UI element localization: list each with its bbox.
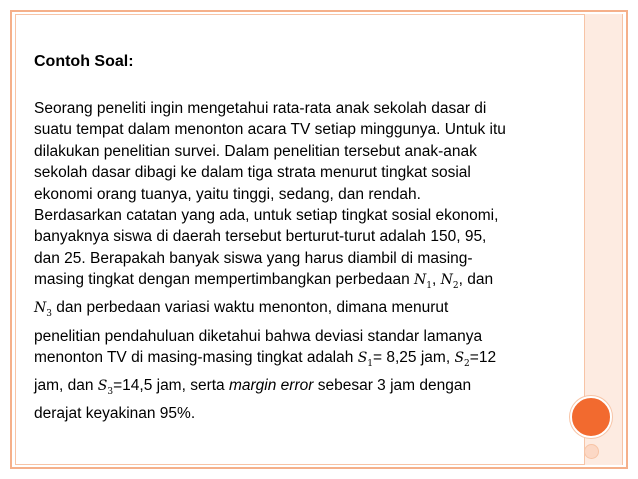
text-line: Berdasarkan catatan yang ada, untuk setiap tingkat sosial ekonomi,: [34, 207, 499, 225]
math-n1: $N_1$: [414, 272, 432, 292]
math-n2: $N_2$: [440, 272, 459, 292]
math-n3: $N_3$: [34, 300, 52, 320]
text-line: sekolah dasar dibagi ke dalam tiga strata menurut tingkat sosial: [34, 164, 471, 182]
margin-error-term: margin error: [228, 377, 314, 395]
text-line: menonton TV di masing-masing tingkat adalah $S_1= 8,25$ jam, $S_2=12$: [34, 349, 497, 369]
text-line: ekonomi orang tuanya, yaitu tinggi, sedang, dan rendah.: [34, 185, 421, 203]
text-line: jam, dan $S_3=14,5$ jam, serta margin error sebesar 3 jam dengan: [34, 377, 472, 398]
text-line: dan 25. Berapakah banyak siswa yang harus diambil di masing-: [34, 249, 473, 267]
text-line: derajat keyakinan 95%.: [34, 405, 196, 423]
text-line: suatu tempat dalam menonton acara TV setiap minggunya. Untuk itu: [34, 121, 506, 139]
text-line: banyaknya siswa di daerah tersebut berturut-turut adalah 150, 95,: [34, 228, 487, 246]
text-line: penelitian pendahuluan diketahui bahwa deviasi standar lamanya: [34, 327, 483, 345]
text-line: Seorang peneliti ingin mengetahui rata-rata anak sekolah dasar di: [34, 100, 487, 117]
text-line: $N_3$ dan perbedaan variasi waktu menonton, dimana menurut: [34, 299, 449, 320]
math-s1: $S_1$: [357, 350, 374, 369]
math-s2: $S_2$: [454, 350, 470, 369]
text-line: masing tingkat dengan mempertimbangkan perbedaan $N_1$, $N_2$, dan: [34, 271, 494, 292]
decorative-circle-small: [584, 444, 599, 459]
problem-text: [34, 98, 564, 425]
decorative-circle-large: [570, 396, 612, 438]
text-line: dilakukan penelitian survei. Dalam penelitian tersebut anak-anak: [34, 142, 477, 160]
slide-heading: Contoh Soal:: [34, 53, 134, 70]
math-s3: $S_3$: [97, 378, 114, 398]
